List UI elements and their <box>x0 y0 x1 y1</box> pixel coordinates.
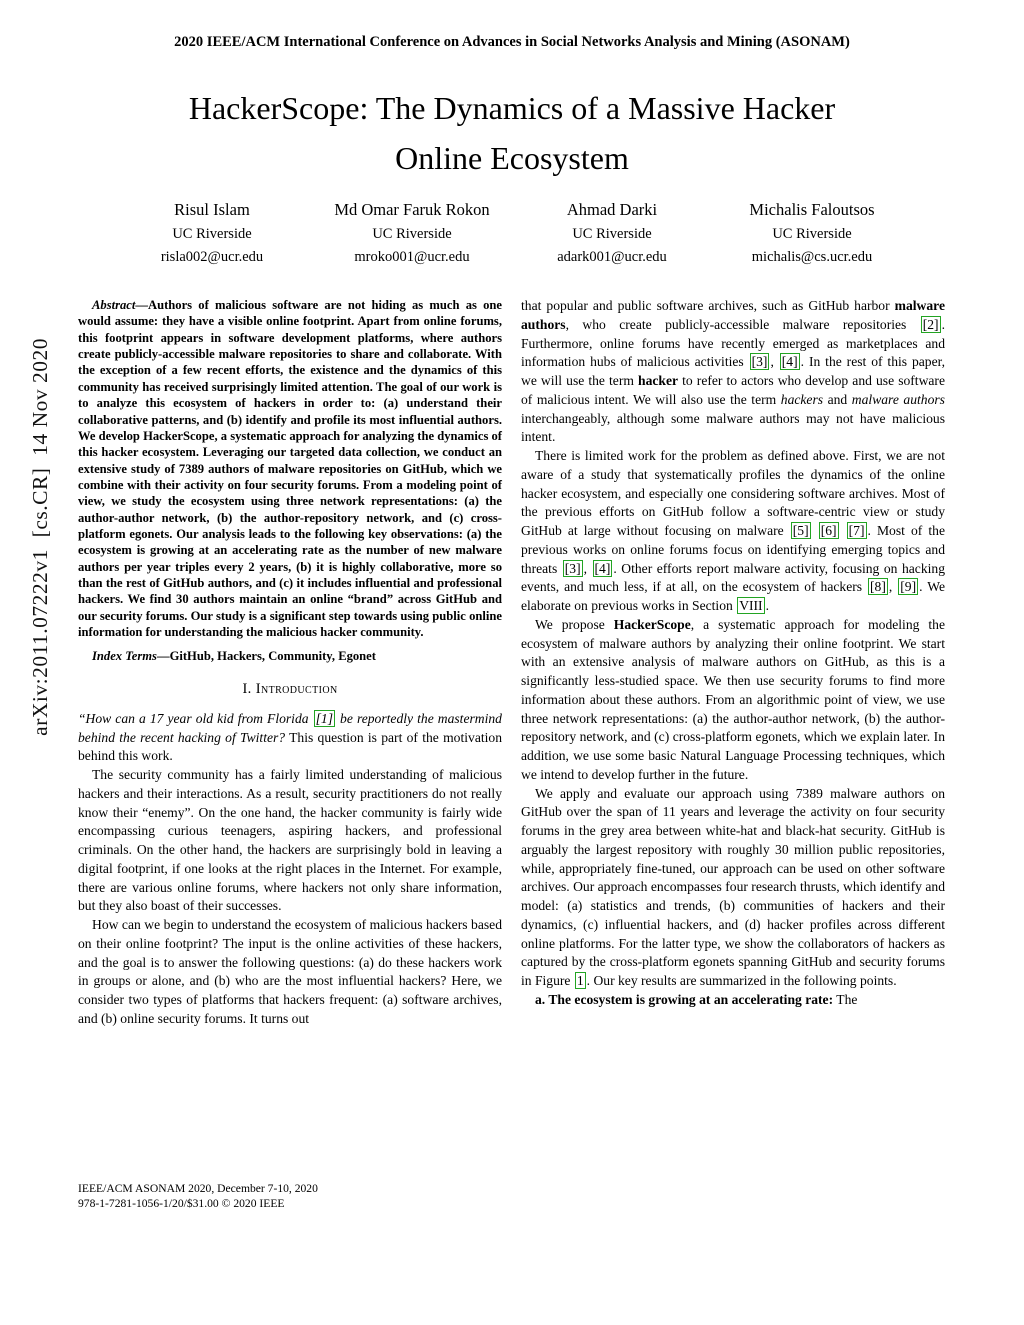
author-email: michalis@cs.ucr.edu <box>751 249 873 265</box>
paper-title <box>0 84 1024 183</box>
text-segment: to refer to actors who develop and use software of malicious intent. We will also use the term <box>521 373 945 407</box>
section-heading-introduction: I. Introduction <box>242 680 338 697</box>
index-terms <box>78 648 502 664</box>
text-segment: malware authors <box>521 298 945 332</box>
author-name: Michalis Faloutsos <box>749 200 875 219</box>
author-email: mroko001@ucr.edu <box>354 249 470 265</box>
intro-paragraph <box>78 916 502 1029</box>
text-segment: —GitHub, Hackers, Community, Egonet <box>156 648 376 663</box>
intro-paragraph <box>78 766 502 916</box>
right-column <box>521 297 945 1029</box>
text-segment: The <box>833 991 858 1007</box>
text-segment: The security community has a fairly limited understanding of malicious hackers and their interactions. As a result, security practitioners do not really know their “enemy”. On the one hand, the hacker community is fairly wide encompassing curious teenagers, aspiring hackers, and professional criminals. On the other hand, the hackers are surprisingly bold in leaving a digital footprint, if one looks at the right places in the Internet. For example, there are various online forums, where hackers not only share information, but they also boast of their successes. <box>78 767 502 914</box>
text-segment: malware authors <box>851 391 945 407</box>
author-2 <box>312 200 512 266</box>
citation-link[interactable]: [4] <box>781 354 798 370</box>
body-columns <box>78 297 946 1029</box>
text-segment: interchangeably, although some malware authors may not have malicious intent. <box>521 410 945 445</box>
copyright-footnote <box>78 1181 508 1211</box>
body-paragraph <box>521 785 945 991</box>
text-segment <box>812 523 818 538</box>
citation-link[interactable]: VIII <box>739 598 763 613</box>
footnote-line-2: 978-1-7281-1056-1/20/$31.00 © 2020 IEEE <box>78 1197 285 1211</box>
text-segment: “How can a 17 year old kid from Florida <box>78 710 313 726</box>
text-segment: Abstract <box>92 298 136 312</box>
abstract <box>78 297 502 641</box>
text-segment: , <box>888 579 898 595</box>
citation-link[interactable]: [5] <box>792 523 809 538</box>
citation-link[interactable]: 1 <box>576 973 584 988</box>
text-segment: HackerScope <box>613 616 691 632</box>
body-paragraph <box>521 447 945 616</box>
left-column <box>78 297 502 1029</box>
author-affiliation: UC Riverside <box>172 226 252 242</box>
text-segment: . In the rest of this paper, we will use the term <box>521 354 946 388</box>
author-name: Risul Islam <box>174 200 250 219</box>
text-segment: that popular and public software archives, such as GitHub harbor <box>521 298 895 313</box>
title-line-2: Online Ecosystem <box>395 139 629 176</box>
text-segment: a. The ecosystem is growing at an accelerating rate: <box>535 991 834 1007</box>
author-affiliation: UC Riverside <box>372 226 452 242</box>
text-segment: . <box>765 598 769 613</box>
arxiv-watermark: arXiv:2011.07222v1 [cs.CR] 14 Nov 2020 <box>28 338 52 736</box>
author-email: adark001@ucr.edu <box>557 249 667 265</box>
author-affiliation: UC Riverside <box>572 226 652 242</box>
intro-paragraph <box>78 710 502 766</box>
text-segment: . Our key results are summarized in the following points. <box>586 973 897 988</box>
author-block <box>112 200 912 266</box>
author-name: Md Omar Faruk Rokon <box>334 200 490 219</box>
text-segment: be reportedly the mastermind behind the recent hacking of Twitter? <box>78 710 502 745</box>
text-segment: and <box>823 391 852 407</box>
citation-link[interactable]: [3] <box>751 354 768 370</box>
text-segment: How can we begin to understand the ecosystem of malicious hackers based on their online footprint? The input is the online activities of these hackers, and the goal is to answer the following questions: (a) do these hackers work in groups or alone, and (b) who are the most influential hackers? Here, we consider two types of platforms that hackers frequent: (a) software archives, and (b) online security forums. It turns out <box>78 917 502 1026</box>
text-segment: , a systematic approach for modeling the ecosystem of malware authors by analyzing their online footprint. We start with an extensive analysis of malware authors on GitHub, as this is a significantly less-studied space. We then use security forums to find more information about these authors. From an algorithmic point of view, we use three network representations: (a) the author-author network, (b) the author-repository network, and (c) cross-platform egonets, which we explain later. In addition, we use some basic Natural Language Processing techniques, which we intend to develop further in the future. <box>521 616 945 782</box>
text-segment: . Furthermore, online forums have recently emerged as marketplaces and information hubs of malicious activities <box>521 316 945 370</box>
text-segment: , <box>583 560 592 576</box>
citation-link[interactable]: [3] <box>564 560 581 576</box>
text-segment: hacker <box>638 373 679 388</box>
body-paragraph <box>521 616 945 785</box>
text-segment: We propose <box>535 616 614 632</box>
footnote-line-1: IEEE/ACM ASONAM 2020, December 7-10, 2020 <box>78 1182 318 1195</box>
citation-link[interactable]: [2] <box>922 316 939 332</box>
text-segment: hackers <box>780 391 824 407</box>
author-email: risla002@ucr.edu <box>160 249 264 265</box>
author-4 <box>712 200 912 266</box>
text-segment <box>840 523 846 538</box>
title-line-1: HackerScope: The Dynamics of a Massive Hacker <box>188 90 836 126</box>
citation-link[interactable]: [9] <box>900 579 917 595</box>
text-segment: . We elaborate on previous works in Section <box>521 579 945 613</box>
text-segment: , <box>770 354 779 370</box>
conference-header: 2020 IEEE/ACM International Conference on Advances in Social Networks Analysis and Mining (ASONAM) <box>174 34 850 50</box>
text-segment: Index Terms <box>92 648 157 663</box>
body-paragraph <box>521 991 945 1010</box>
text-segment: This question is part of the motivation behind this work. <box>78 729 503 764</box>
body-paragraph <box>521 297 945 447</box>
text-segment: , who create publicly-accessible malware repositories <box>565 316 920 332</box>
citation-link[interactable]: [7] <box>848 523 865 538</box>
author-affiliation: UC Riverside <box>772 226 852 242</box>
text-segment: We apply and evaluate our approach using 7389 malware authors on GitHub over the span of 11 years and leverage the activity on four security forums in the grey area between white-hat and black-hat security. GitHub is arguably the largest repository with roughly 30 million public repositories, while, appropriately fine-tuned, our approach can be used on other software archives. Our approach encompasses four research thrusts, which identify and model: (a) statistics and trends, (b) communities of hackers and their dynamics, (c) influential hackers, and (d) hacker profiles across different online platforms. For the latter type, we show the collaborators of hackers as captured by the cross-platform egonets spanning GitHub and security forums in Figure <box>521 785 945 988</box>
citation-link[interactable]: [6] <box>820 523 837 538</box>
citation-link[interactable]: [4] <box>594 560 611 576</box>
text-segment: . Other efforts report malware activity, focusing on hacking events, and much less, if at all, on the ecosystem of hackers <box>521 560 945 595</box>
author-1 <box>112 200 312 266</box>
text-segment: —Authors of malicious software are not hiding as much as one would assume: they have a visible online footprint. Apart from online forums, this footprint appears in software development platforms, where authors create publicly-accessible malware repositories to share and collaborate. With the exception of a few recent efforts, the existence and the dynamics of this community has received surprisingly limited attention. The goal of our work is to analyze this ecosystem of hackers in order to: (a) understand their collaborative patterns, and (b) identify and profile its most influential authors. We develop HackerScope, a systematic approach for analyzing the dynamics of this hacker ecosystem. Leveraging our targeted data collection, we conduct an extensive study of 7389 authors of malware repositories on GitHub, which we combine with their activity on four security forums. From a modeling point of view, we study the ecosystem using three network representations: (a) the author-author network, (b) the author-repository network, and (c) cross-platform egonets. Our analysis leads to the following key observations: (a) the ecosystem is growing at an accelerating rate as the number of new malware authors per year triples every 2 years, (b) it is highly collaborative, more so than the rest of GitHub authors, and (c) it includes influential and professional hackers. We find 30 authors maintain an online “brand” across GitHub and our security forums. Our study is a significant step towards using public online information for understanding the malicious hacker community. <box>78 298 502 640</box>
author-3 <box>512 200 712 266</box>
citation-link[interactable]: [8] <box>870 579 886 595</box>
text-segment: . Most of the previous works on online forums focus on identifying emerging topics and threats <box>521 523 945 576</box>
text-segment: There is limited work for the problem as defined above. First, we are not aware of a study that systematically profiles the dynamics of the online hacker ecosystem, and especially one considering software archives. Most of the previous efforts on GitHub follow a software-centric view or study GitHub at large without focusing on malware <box>521 448 945 538</box>
author-name: Ahmad Darki <box>566 200 658 219</box>
citation-link[interactable]: [1] <box>315 710 333 726</box>
